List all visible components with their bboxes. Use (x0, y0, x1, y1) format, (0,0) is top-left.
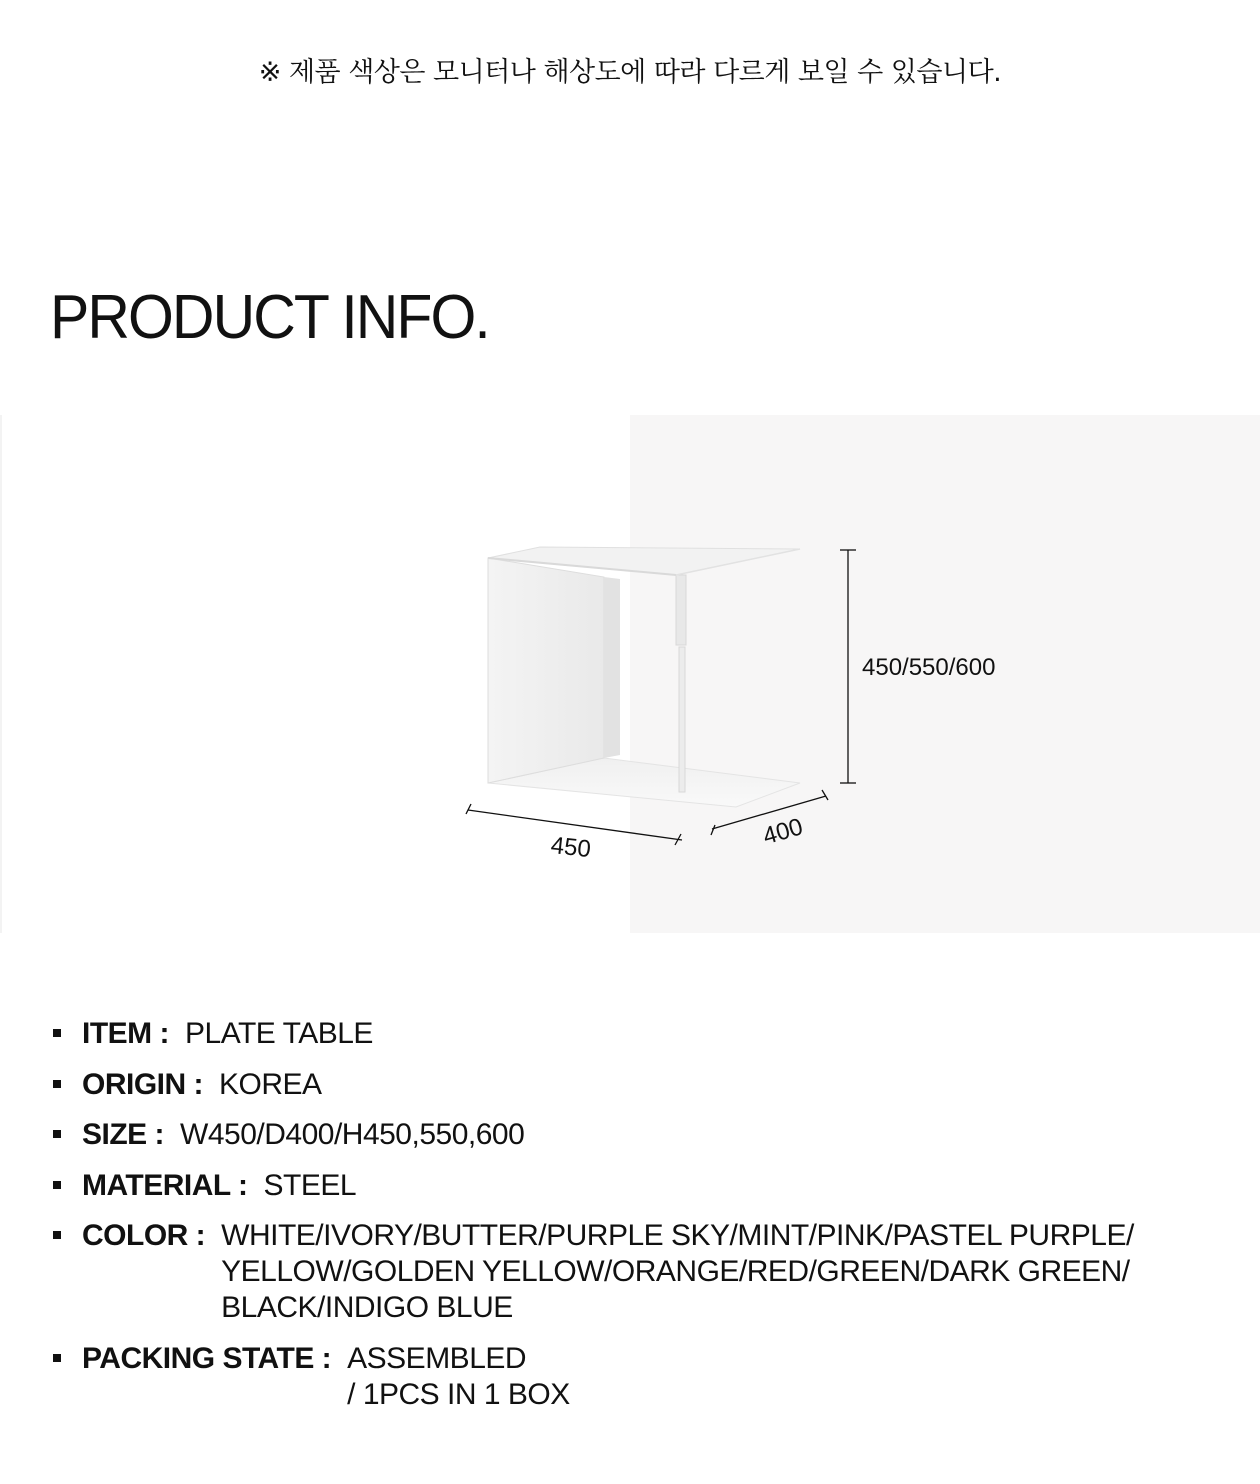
table-drawing (0, 415, 1260, 933)
spec-row (50, 1067, 1230, 1103)
spec-value-line: STEEL (263, 1168, 357, 1202)
spec-value (185, 1016, 373, 1052)
spec-row (50, 1218, 1230, 1326)
spec-row (50, 1016, 1230, 1052)
height-dimension-line (840, 550, 856, 783)
spec-value-line: ASSEMBLED (347, 1341, 527, 1375)
height-dimension-label: 450/550/600 (862, 654, 996, 681)
spec-value-line: PLATE TABLE (185, 1017, 373, 1050)
spec-label: COLOR : (82, 1219, 206, 1252)
spec-value-line: BLACK/INDIGO BLUE (221, 1291, 513, 1324)
spec-label: ITEM : (82, 1017, 169, 1050)
bullet-icon (53, 1029, 61, 1037)
spec-row (50, 1168, 1230, 1204)
spec-value-line: W450/D400/H450,550,600 (180, 1118, 525, 1151)
spec-value-line: WHITE/IVORY/BUTTER/PURPLE SKY/MINT/PINK/PASTEL PURPLE/ (221, 1219, 1134, 1252)
table-inner-shade (604, 577, 620, 758)
spec-value (221, 1218, 1134, 1326)
spec-list (50, 1016, 1230, 1427)
table-leg-lower (679, 647, 685, 792)
product-dimension-figure (0, 415, 1260, 933)
spec-value (180, 1117, 524, 1153)
bullet-icon (53, 1080, 61, 1088)
width-dimension-label: 450 (549, 832, 593, 864)
depth-dimension-label: 400 (759, 813, 806, 851)
spec-row (50, 1341, 1230, 1413)
spec-row (50, 1117, 1230, 1153)
bullet-icon (53, 1354, 61, 1362)
spec-label: SIZE : (82, 1118, 165, 1151)
spec-value-line: YELLOW/GOLDEN YELLOW/ORANGE/RED/GREEN/DARK GREEN/ (221, 1255, 1130, 1288)
table-leg-upper (676, 575, 686, 645)
spec-value-line: KOREA (219, 1067, 322, 1101)
color-notice: ※ 제품 색상은 모니터나 해상도에 따라 다르게 보일 수 있습니다. (258, 57, 1002, 88)
spec-value (219, 1067, 322, 1103)
spec-value (264, 1168, 357, 1204)
spec-label: PACKING STATE : (82, 1341, 332, 1375)
spec-label: MATERIAL : (82, 1168, 248, 1202)
bullet-icon (53, 1181, 61, 1189)
bullet-icon (53, 1130, 61, 1138)
spec-value (347, 1341, 570, 1413)
spec-value-line: / 1PCS IN 1 BOX (347, 1377, 570, 1411)
bullet-icon (53, 1231, 61, 1239)
spec-label: ORIGIN : (82, 1067, 203, 1101)
section-title: PRODUCT INFO. (50, 283, 489, 352)
table-side-panel (488, 558, 604, 783)
